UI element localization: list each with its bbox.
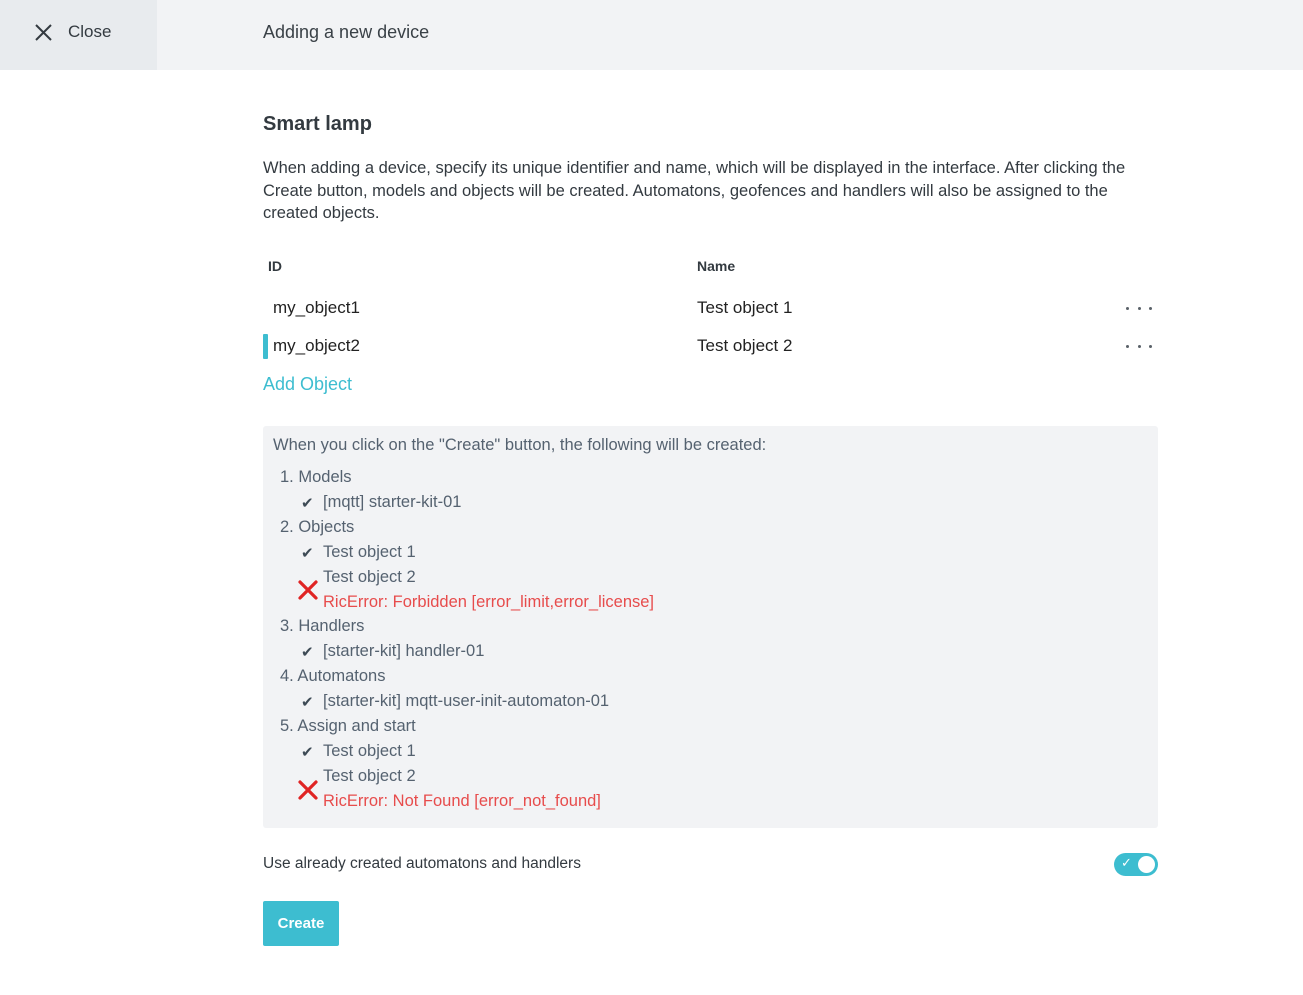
summary-item: Test object 2 [323, 767, 416, 785]
summary-item: Test object 2 [323, 568, 416, 586]
section-label: 1. Models [280, 468, 352, 486]
creation-summary-panel [263, 426, 1158, 828]
toggle-knob [1138, 856, 1155, 873]
section-label: 4. Automatons [280, 667, 386, 685]
section-label: 3. Handlers [280, 617, 365, 635]
error-message: RicError: Forbidden [error_limit,error_license] [323, 593, 655, 611]
summary-intro: When you click on the "Create" button, the following will be created: [273, 436, 767, 454]
summary-item: Test object 1 [323, 742, 416, 760]
checkmark-icon: ✔ [301, 744, 314, 761]
page-header-title: Adding a new device [263, 22, 430, 42]
close-icon [35, 24, 52, 41]
summary-item: [starter-kit] mqtt-user-init-automaton-01 [323, 692, 610, 710]
use-existing-toggle[interactable] [1114, 853, 1158, 876]
section-label: 5. Assign and start [280, 717, 416, 735]
summary-item: Test object 1 [323, 543, 416, 561]
error-message: RicError: Not Found [error_not_found] [323, 792, 601, 810]
error-cross-icon [297, 779, 319, 801]
section-label: 2. Objects [280, 518, 355, 536]
error-cross-icon [297, 579, 319, 601]
row-menu-button[interactable] [1126, 336, 1152, 356]
checkmark-icon: ✔ [301, 644, 314, 661]
column-header-id: ID [268, 258, 282, 274]
close-label: Close [68, 22, 112, 41]
use-existing-label: Use already created automatons and handlers [263, 855, 581, 872]
checkmark-icon: ✔ [301, 545, 314, 562]
checkmark-icon: ✔ [301, 495, 314, 512]
object-name-cell[interactable]: Test object 2 [697, 336, 793, 355]
device-description: When adding a device, specify its unique identifier and name, which will be displayed in the interface. After clicking the Create button, models and objects will be created. Automatons, geofences and handlers will also be assigned to the created objects. [263, 159, 1126, 222]
checkmark-icon: ✔ [301, 694, 314, 711]
close-button[interactable] [0, 0, 157, 70]
object-name-cell[interactable]: Test object 1 [697, 298, 793, 317]
object-id-cell[interactable]: my_object2 [273, 336, 360, 355]
more-dots-icon [1126, 307, 1129, 310]
row-menu-button[interactable] [1126, 298, 1152, 318]
summary-item: [starter-kit] handler-01 [323, 642, 485, 660]
device-title: Smart lamp [263, 113, 372, 135]
add-object-link[interactable]: Add Object [263, 374, 353, 394]
check-icon: ✓ [1121, 855, 1132, 870]
more-dots-icon [1126, 345, 1129, 348]
summary-item: [mqtt] starter-kit-01 [323, 493, 462, 511]
top-bar [0, 0, 1303, 70]
object-id-cell[interactable]: my_object1 [273, 298, 360, 317]
column-header-name: Name [697, 258, 736, 274]
create-button[interactable]: Create [263, 901, 339, 946]
row-selected-marker [263, 334, 268, 359]
